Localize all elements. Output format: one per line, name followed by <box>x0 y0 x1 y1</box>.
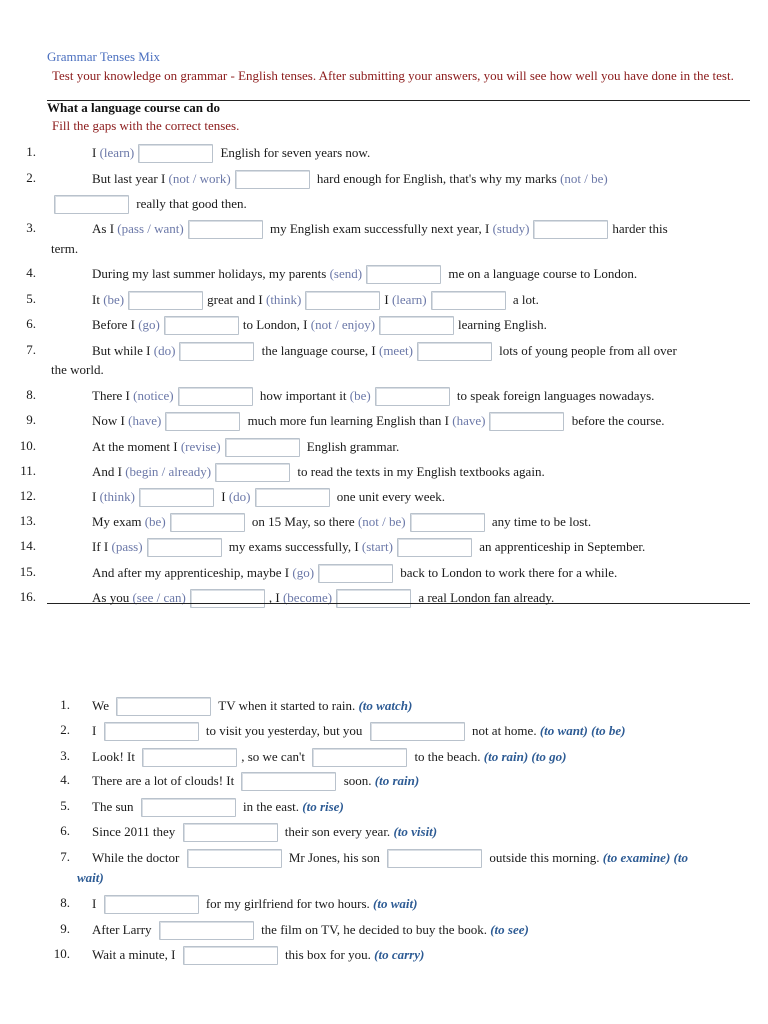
answer-input[interactable] <box>379 316 454 335</box>
sentence-text: As I <box>92 221 118 236</box>
item-number: 8. <box>26 387 36 402</box>
sentence-text: I <box>92 145 100 160</box>
sentence-text: While the doctor <box>92 850 183 865</box>
verb-hint: (revise) <box>180 439 221 454</box>
verb-hint: (learn) <box>391 292 427 307</box>
item-number: 13. <box>19 513 36 528</box>
sentence-text: English grammar. <box>303 439 400 454</box>
item-number: 9. <box>60 921 70 936</box>
sentence-text: term. <box>51 241 79 256</box>
sentence-text: before the course. <box>568 413 665 428</box>
item-number: 10. <box>19 438 36 453</box>
item-number: 5. <box>26 291 36 306</box>
sentence-text: Before I <box>92 317 139 332</box>
sentence-text: Mr Jones, his son <box>285 850 384 865</box>
answer-input[interactable] <box>104 722 199 741</box>
answer-input[interactable] <box>138 144 213 163</box>
item-number: 4. <box>60 772 70 787</box>
item-number: 1. <box>60 697 70 712</box>
sentence-text: me on a language course to London. <box>445 266 638 281</box>
sentence-text: After Larry <box>92 922 155 937</box>
sentence-text: I <box>384 292 392 307</box>
sentence-text: on 15 May, so there <box>248 514 358 529</box>
answer-input[interactable] <box>417 342 492 361</box>
sentence-text: harder this <box>612 221 668 236</box>
sentence-text: Now I <box>92 413 129 428</box>
answer-input[interactable] <box>215 463 290 482</box>
sentence-text: During my last summer holidays, my parents <box>92 266 330 281</box>
item-number: 7. <box>26 342 36 357</box>
sentence-text: We <box>92 698 113 713</box>
answer-input[interactable] <box>128 291 203 310</box>
verb-hint: (to examine) <box>602 850 671 865</box>
item-number: 6. <box>26 316 36 331</box>
verb-hint: (become) <box>282 590 333 605</box>
item-number: 16. <box>19 589 36 604</box>
sentence-text: , so we can't <box>241 749 309 764</box>
sentence-text: to the beach. <box>411 749 484 764</box>
item-number: 11. <box>20 463 36 478</box>
answer-input[interactable] <box>366 265 441 284</box>
sentence-text: to London, I <box>242 317 311 332</box>
answer-input[interactable] <box>225 438 300 457</box>
sentence-text: TV when it started to rain. <box>215 698 359 713</box>
answer-input[interactable] <box>165 412 240 431</box>
sentence-text: lots of young people from all over <box>495 343 677 358</box>
verb-hint: (not / be) <box>357 514 406 529</box>
verb-hint: (notice) <box>133 388 174 403</box>
sentence-text: this box for you. <box>281 947 375 962</box>
answer-input[interactable] <box>489 412 564 431</box>
answer-input[interactable] <box>397 538 472 557</box>
item-number: 9. <box>26 412 36 427</box>
answer-input[interactable] <box>159 921 254 940</box>
item-number: 10. <box>53 946 70 961</box>
sentence-text: The sun <box>92 799 137 814</box>
exercise-item-continued <box>51 362 104 378</box>
divider <box>47 603 750 604</box>
verb-hint: (to <box>673 850 688 865</box>
sentence-text: But last year I <box>92 171 169 186</box>
sentence-text: the film on TV, he decided to buy the book. <box>257 922 491 937</box>
sentence-text: soon. <box>340 773 375 788</box>
verb-hint: (have) <box>452 413 486 428</box>
answer-input[interactable] <box>104 895 199 914</box>
answer-input[interactable] <box>142 748 237 767</box>
sentence-text: And I <box>92 464 126 479</box>
verb-hint: (think) <box>99 489 135 504</box>
item-number: 14. <box>19 538 36 553</box>
verb-hint: (start) <box>361 539 393 554</box>
sentence-text: for my girlfriend for two hours. <box>202 896 374 911</box>
answer-input[interactable] <box>183 823 278 842</box>
sentence-text: English for seven years now. <box>217 145 371 160</box>
sentence-text: If I <box>92 539 112 554</box>
sentence-text: any time to be lost. <box>488 514 592 529</box>
sentence-text: Wait a minute, I <box>92 947 179 962</box>
item-number: 2. <box>26 170 36 185</box>
answer-input[interactable] <box>533 220 608 239</box>
verb-hint: (do) <box>228 489 251 504</box>
verb-hint: (pass) <box>111 539 143 554</box>
sentence-text: how important it <box>256 388 350 403</box>
sentence-text: As you <box>92 590 133 605</box>
item-number: 3. <box>26 220 36 235</box>
verb-hint: (be) <box>144 514 166 529</box>
verb-hint: (begin / already) <box>125 464 212 479</box>
exercise-item-continued <box>77 870 104 886</box>
answer-input[interactable] <box>190 589 265 608</box>
verb-hint: (to rise) <box>302 799 344 814</box>
verb-hint: (to want) <box>539 723 588 738</box>
answer-input[interactable] <box>164 316 239 335</box>
sentence-text: one unit every week. <box>333 489 446 504</box>
answer-input[interactable] <box>387 849 482 868</box>
sentence-text: But while I <box>92 343 154 358</box>
sentence-text: It <box>92 292 104 307</box>
verb-hint: wait) <box>77 870 104 885</box>
verb-hint: (to wait) <box>373 896 418 911</box>
verb-hint: (not / be) <box>560 171 608 186</box>
answer-input[interactable] <box>370 722 465 741</box>
answer-input[interactable] <box>305 291 380 310</box>
sentence-text: a lot. <box>509 292 539 307</box>
sentence-text: And after my apprenticeship, maybe I <box>92 565 293 580</box>
sentence-text: an apprenticeship in September. <box>475 539 646 554</box>
verb-hint: (to rain) <box>374 773 420 788</box>
answer-input[interactable] <box>54 195 129 214</box>
item-number: 5. <box>60 798 70 813</box>
verb-hint: (see / can) <box>132 590 186 605</box>
verb-hint: (not / enjoy) <box>310 317 376 332</box>
answer-input[interactable] <box>141 798 236 817</box>
sentence-text: my exams successfully, I <box>225 539 362 554</box>
verb-hint: (have) <box>128 413 162 428</box>
answer-input[interactable] <box>375 387 450 406</box>
sentence-text: to speak foreign languages nowadays. <box>453 388 655 403</box>
sentence-text: the language course, I <box>258 343 379 358</box>
answer-input[interactable] <box>410 513 485 532</box>
sentence-text: great and I <box>207 292 266 307</box>
sentence-text: much more fun learning English than I <box>244 413 453 428</box>
page-title: Grammar Tenses Mix <box>47 49 160 64</box>
answer-input[interactable] <box>235 170 310 189</box>
verb-hint: (to carry) <box>374 947 425 962</box>
verb-hint: (to be) <box>591 723 626 738</box>
sentence-text: my English exam successfully next year, I <box>266 221 493 236</box>
sentence-text: Look! It <box>92 749 139 764</box>
answer-input[interactable] <box>336 589 411 608</box>
item-number: 6. <box>60 823 70 838</box>
verb-hint: (to watch) <box>358 698 413 713</box>
sentence-text: My exam <box>92 514 145 529</box>
sentence-text: I <box>92 489 100 504</box>
sentence-text: , I <box>268 590 283 605</box>
sentence-text: hard enough for English, that's why my marks <box>313 171 561 186</box>
answer-input[interactable] <box>147 538 222 557</box>
answer-input[interactable] <box>187 849 282 868</box>
answer-input[interactable] <box>188 220 263 239</box>
verb-hint: (to rain) <box>483 749 529 764</box>
sentence-text: back to London to work there for a while. <box>397 565 618 580</box>
verb-hint: (pass / want) <box>117 221 184 236</box>
answer-input[interactable] <box>183 946 278 965</box>
item-number: 3. <box>60 748 70 763</box>
verb-hint: (learn) <box>99 145 135 160</box>
item-number: 4. <box>26 265 36 280</box>
answer-input[interactable] <box>170 513 245 532</box>
item-number: 8. <box>60 895 70 910</box>
sentence-text: a real London fan already. <box>415 590 555 605</box>
sentence-text: to visit you yesterday, but you <box>202 723 366 738</box>
verb-hint: (go) <box>138 317 160 332</box>
verb-hint: (be) <box>349 388 371 403</box>
answer-input[interactable] <box>241 772 336 791</box>
verb-hint: (do) <box>153 343 176 358</box>
sentence-text: I <box>217 489 229 504</box>
item-number: 12. <box>19 488 36 503</box>
answer-input[interactable] <box>179 342 254 361</box>
answer-input[interactable] <box>318 564 393 583</box>
sentence-text: At the moment I <box>92 439 181 454</box>
section-instruction: Fill the gaps with the correct tenses. <box>52 118 240 133</box>
answer-input[interactable] <box>255 488 330 507</box>
answer-input[interactable] <box>431 291 506 310</box>
verb-hint: (to see) <box>490 922 529 937</box>
verb-hint: (think) <box>265 292 302 307</box>
sentence-text: Since 2011 they <box>92 824 179 839</box>
verb-hint: (go) <box>292 565 315 580</box>
answer-input[interactable] <box>116 697 211 716</box>
sentence-text: to read the texts in my English textbooks again. <box>294 464 545 479</box>
item-number: 7. <box>60 849 70 864</box>
sentence-text: I <box>92 723 100 738</box>
exercise-item-continued <box>50 195 247 214</box>
item-number: 2. <box>60 722 70 737</box>
verb-hint: (be) <box>103 292 125 307</box>
verb-hint: (not / work) <box>168 171 231 186</box>
sentence-text: There I <box>92 388 134 403</box>
answer-input[interactable] <box>139 488 214 507</box>
verb-hint: (meet) <box>378 343 413 358</box>
verb-hint: (to visit) <box>393 824 438 839</box>
sentence-text: learning English. <box>458 317 547 332</box>
item-number: 1. <box>26 144 36 159</box>
sentence-text: I <box>92 896 100 911</box>
verb-hint: (to go) <box>531 749 567 764</box>
answer-input[interactable] <box>312 748 407 767</box>
answer-input[interactable] <box>178 387 253 406</box>
exercise-item-continued <box>51 241 78 257</box>
section-heading: What a language course can do <box>47 100 220 115</box>
sentence-text: There are a lot of clouds! It <box>92 773 238 788</box>
verb-hint: (send) <box>329 266 363 281</box>
verb-hint: (study) <box>492 221 530 236</box>
sentence-text: their son every year. <box>281 824 394 839</box>
sentence-text: really that good then. <box>133 196 247 211</box>
sentence-text: not at home. <box>468 723 540 738</box>
intro-text: Test your knowledge on grammar - English tenses. After submitting your answers, you will see how well you have done in the test. <box>52 68 734 83</box>
sentence-text: outside this morning. <box>486 850 603 865</box>
item-number: 15. <box>19 564 36 579</box>
sentence-text: in the east. <box>239 799 303 814</box>
sentence-text: the world. <box>51 362 104 377</box>
